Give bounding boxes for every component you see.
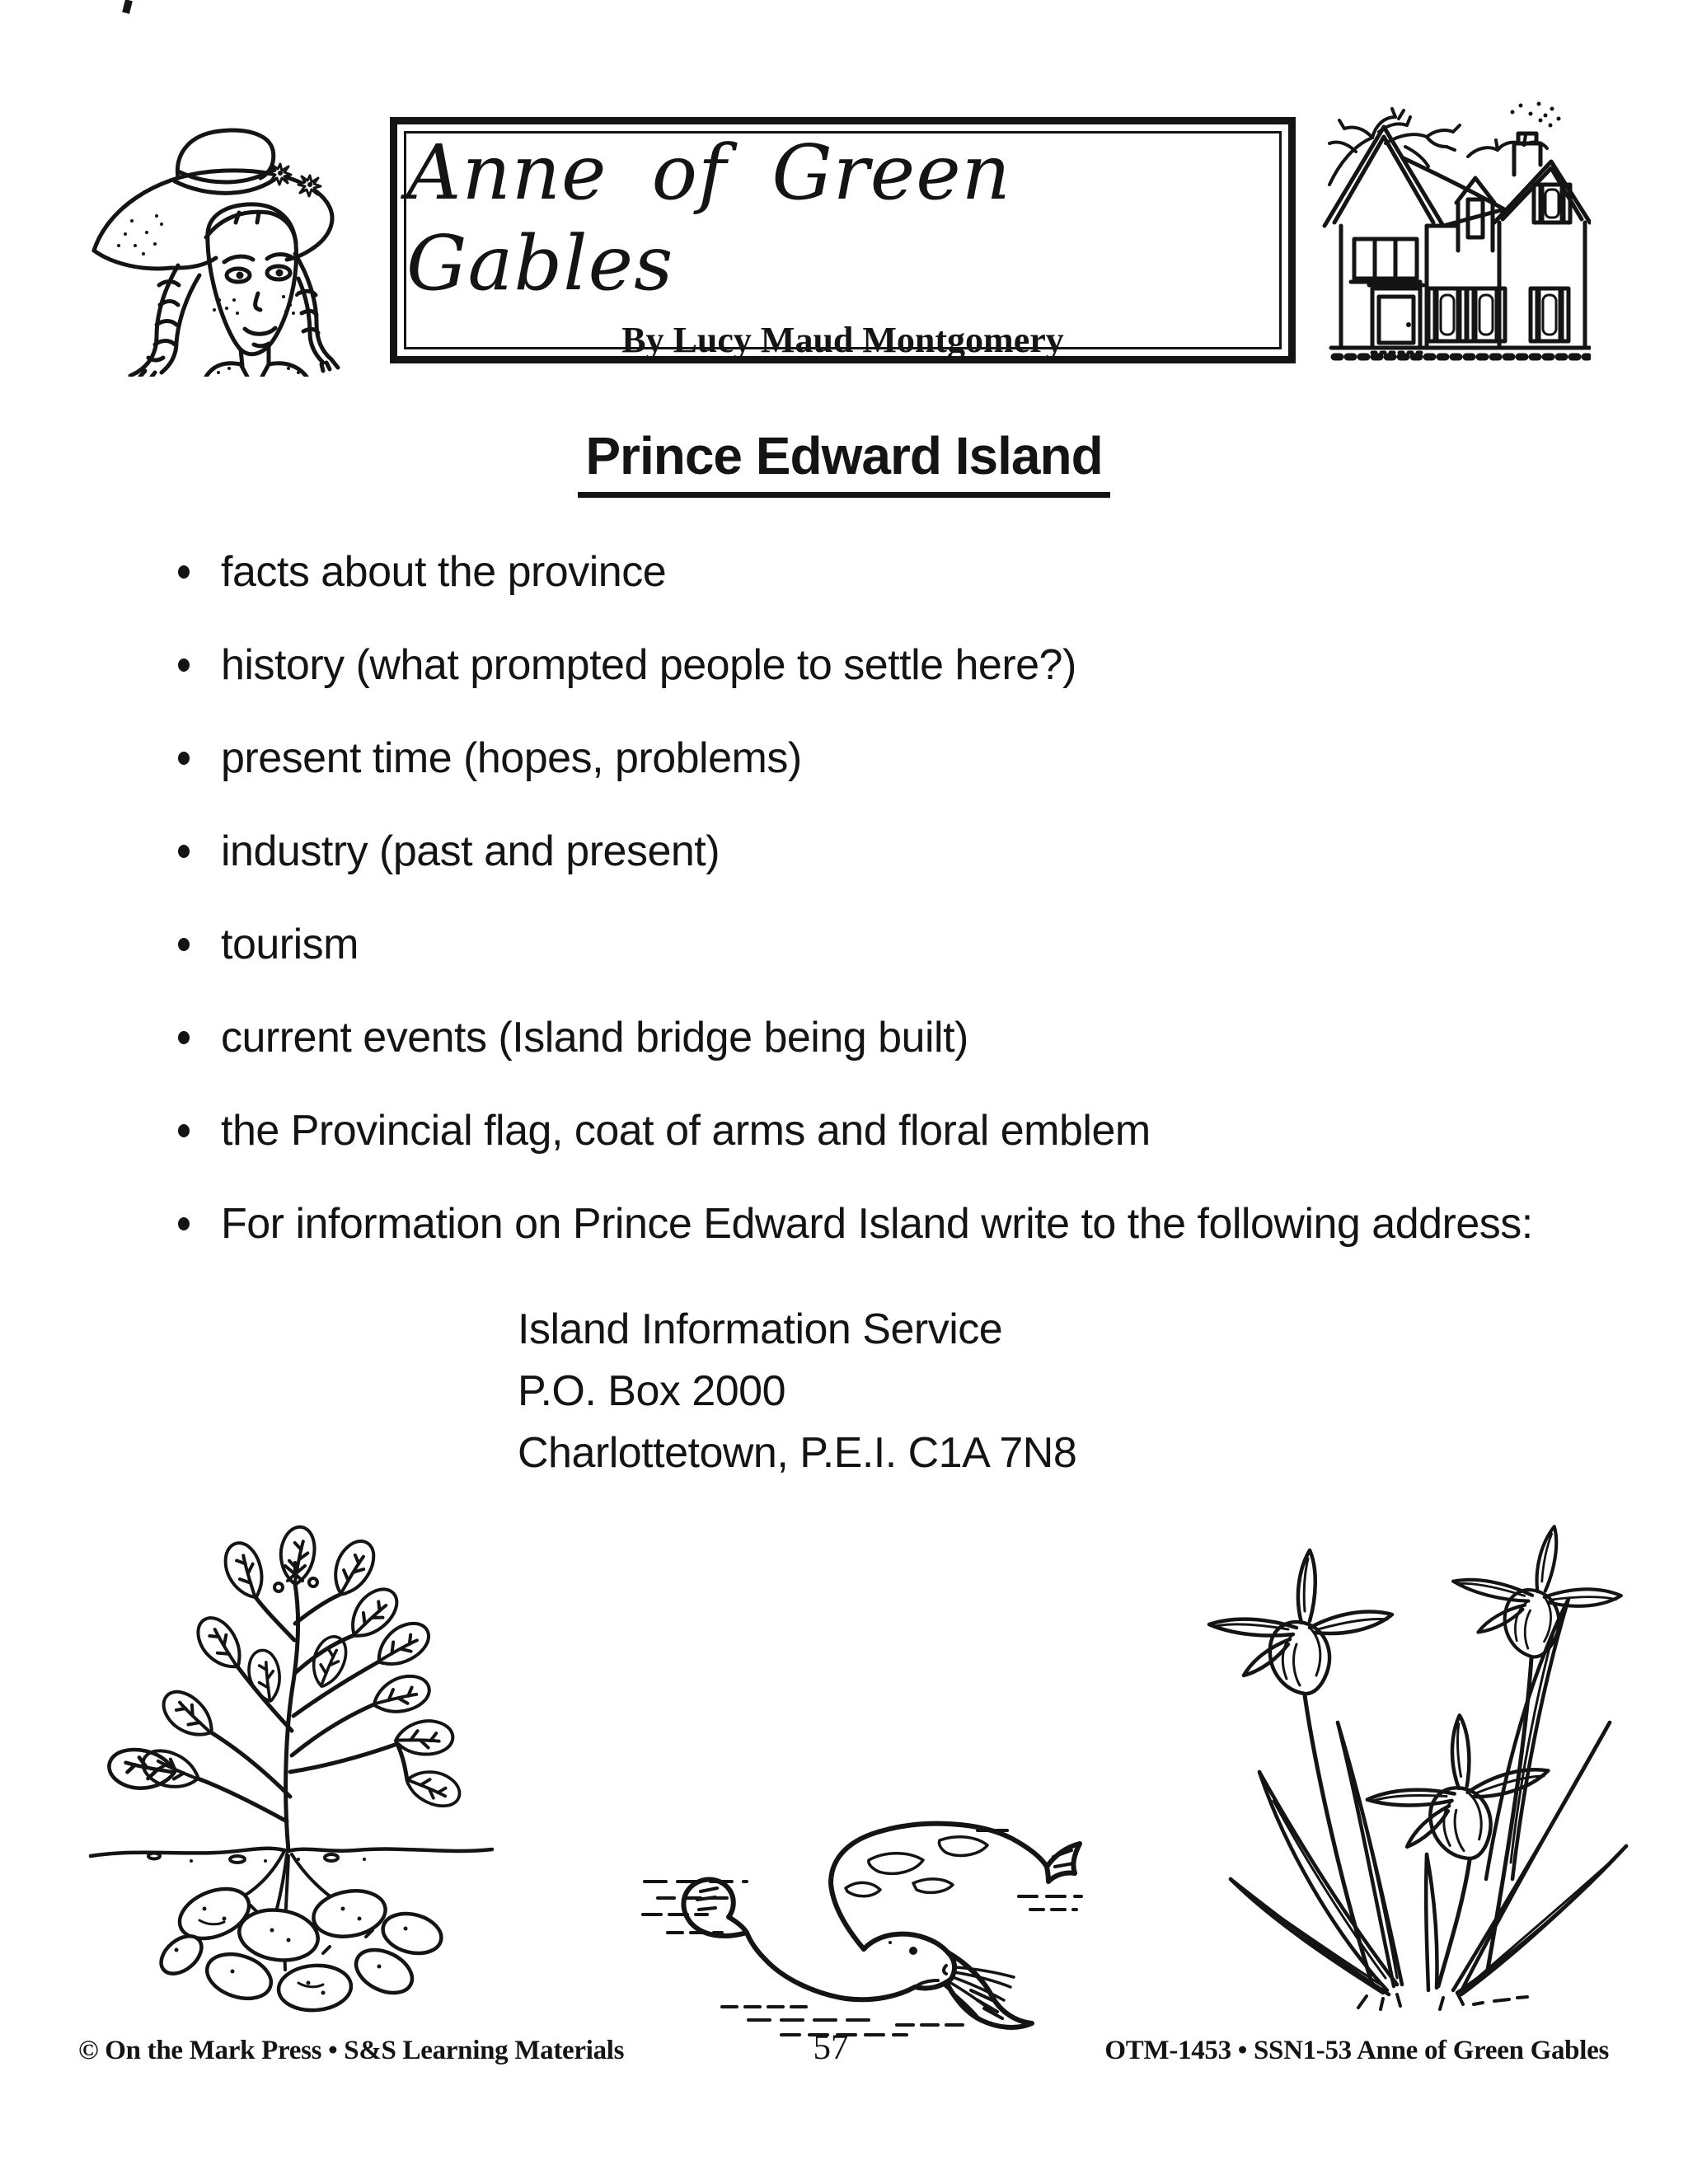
- list-item-text: present time (hopes, problems): [221, 734, 802, 782]
- list-item: [176, 732, 1659, 785]
- list-item-text: the Provincial flag, coat of arms and floral emblem: [221, 1107, 1151, 1155]
- ladys-slipper-illustration: [1181, 1451, 1634, 2015]
- bullet-dot: [178, 938, 190, 951]
- list-item-text: facts about the province: [221, 548, 667, 596]
- page-heading: Prince Edward Island: [578, 425, 1109, 498]
- list-item-text: current events (Island bridge being built): [221, 1014, 968, 1062]
- bullet-dot: [178, 565, 190, 579]
- green-gables-house-illustration: [1306, 92, 1591, 364]
- seal-illustration: [625, 1735, 1086, 2056]
- list-item-text: history (what prompted people to settle here?): [221, 641, 1076, 689]
- potato-plant-illustration: [76, 1525, 509, 2013]
- footer-code: OTM-1453 • SSN1-53 Anne of Green Gables: [1104, 2036, 1609, 2065]
- scan-speck: [122, 0, 133, 14]
- title-box-inner-border: [404, 129, 1282, 360]
- bullet-dot: [178, 1217, 190, 1230]
- bullet-dot: [178, 658, 190, 672]
- page-number: 57: [813, 2028, 849, 2067]
- list-item: [176, 1011, 1659, 1064]
- address-block: [518, 1299, 1076, 1484]
- list-item: [176, 639, 1659, 691]
- title-box: [390, 117, 1296, 363]
- bullet-dot: [178, 1124, 190, 1137]
- address-line: P.O. Box 2000: [518, 1367, 785, 1415]
- bullet-dot: [178, 1031, 190, 1044]
- list-item-text: For information on Prince Edward Island write to the following address:: [221, 1200, 1533, 1248]
- list-item: [176, 546, 1659, 598]
- anne-portrait-illustration: [82, 92, 346, 377]
- list-item-text: tourism: [221, 921, 359, 968]
- list-item-text: industry (past and present): [221, 827, 720, 875]
- book-title: Anne of Green Gables: [406, 129, 1011, 307]
- list-item: [176, 825, 1659, 878]
- heading-row: [0, 425, 1688, 498]
- list-item: [176, 918, 1659, 971]
- book-byline: By Lucy Maud Montgomery: [621, 320, 1064, 360]
- bullet-list: [176, 546, 1659, 1291]
- address-line: Charlottetown, P.E.I. C1A 7N8: [518, 1429, 1077, 1477]
- list-item: [176, 1104, 1659, 1157]
- list-item: [176, 1197, 1659, 1250]
- footer-copyright: © On the Mark Press • S&S Learning Materials: [78, 2036, 625, 2065]
- bullet-dot: [178, 752, 190, 765]
- address-line: Island Information Service: [518, 1305, 1003, 1353]
- bullet-dot: [178, 845, 190, 858]
